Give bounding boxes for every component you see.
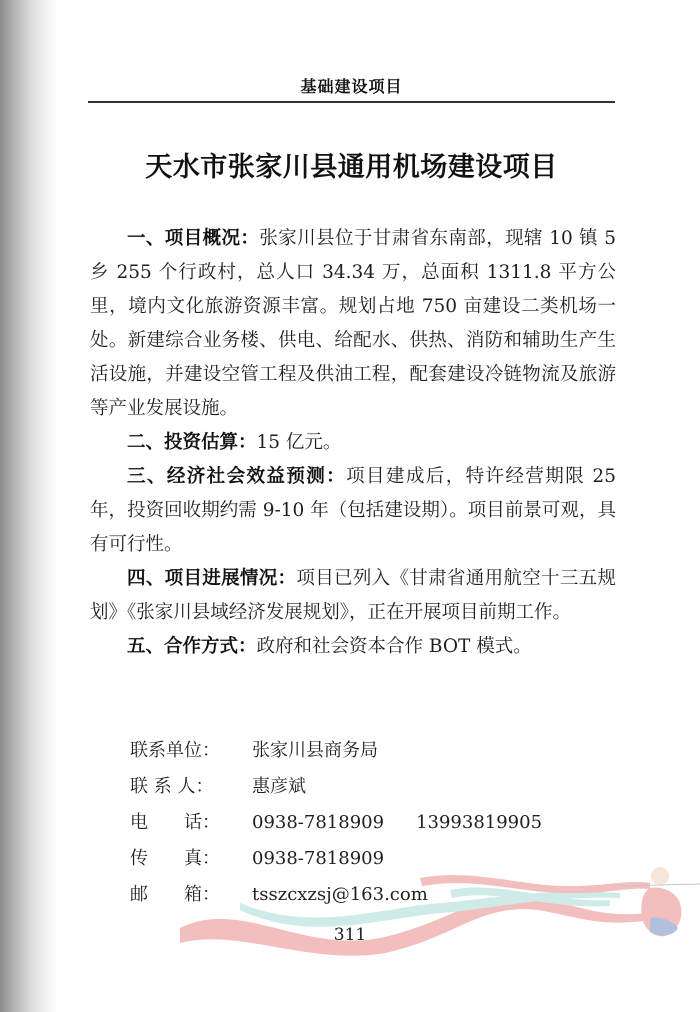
section-text: 15 亿元。 — [256, 432, 342, 453]
section-text: 项目建成后，特许经营期限 25 年，投资回收期约需 9-10 年（包括建设期）。项目前景可观，具有可行性。 — [90, 466, 616, 555]
contact-fax-value: 0938-7818909 — [252, 848, 385, 869]
contact-unit-value: 张家川县商务局 — [252, 740, 378, 761]
contact-person-value: 惠彦斌 — [252, 776, 306, 797]
book-spine-shadow — [0, 0, 58, 1012]
contact-phone-row — [130, 805, 542, 841]
section-cooperation — [90, 630, 616, 664]
section-label: 四、项目进展情况： — [127, 568, 297, 589]
section-benefits — [90, 460, 616, 562]
running-header: 基础建设项目 — [300, 77, 403, 96]
section-label: 三、经济社会效益预测： — [127, 466, 347, 487]
contact-phone-value[interactable]: 0938-7818909 — [252, 812, 385, 833]
section-overview — [90, 222, 616, 426]
contact-mobile-value[interactable]: 13993819905 — [416, 812, 543, 833]
contact-email-label: 邮 箱： — [130, 884, 220, 905]
section-label: 一、项目概况： — [127, 228, 260, 249]
project-body — [90, 222, 616, 664]
contact-unit-label: 联系单位： — [130, 740, 220, 761]
contact-phone-label: 电 话： — [130, 812, 220, 833]
section-text: 政府和社会资本合作 BOT 模式。 — [256, 636, 532, 657]
contact-person-row — [130, 769, 542, 805]
contact-person-label: 联 系 人： — [130, 776, 214, 797]
section-text: 项目已列入《甘肃省通用航空十三五规划》《张家川县域经济发展规划》，正在开展项目前期工作。 — [90, 568, 616, 623]
contact-fax-label: 传 真： — [130, 848, 220, 869]
contact-unit-row — [130, 733, 542, 769]
flying-apsara-ribbon-decoration — [180, 858, 700, 968]
section-progress — [90, 562, 616, 630]
section-label: 二、投资估算： — [127, 432, 257, 453]
header-rule — [88, 101, 615, 103]
page-number: 311 — [333, 925, 367, 945]
section-text: 张家川县位于甘肃省东南部，现辖 10 镇 5 乡 255 个行政村，总人口 34.34 万，总面积 1311.8 平方公里，境内文化旅游资源丰富。规划占地 750 亩建设二类机场一处。新建综合业务楼、供电、给配水、供热、消防和辅助生产生活设施，并建设空管工程及供油工程，配套建设冷链物流及旅游等产业发展设施。 — [90, 228, 616, 419]
contact-email-value[interactable]: tsszcxzsj@163.com — [252, 884, 428, 905]
page-title: 天水市张家川县通用机场建设项目 — [145, 152, 558, 183]
section-investment — [90, 426, 616, 460]
section-label: 五、合作方式： — [127, 636, 257, 657]
